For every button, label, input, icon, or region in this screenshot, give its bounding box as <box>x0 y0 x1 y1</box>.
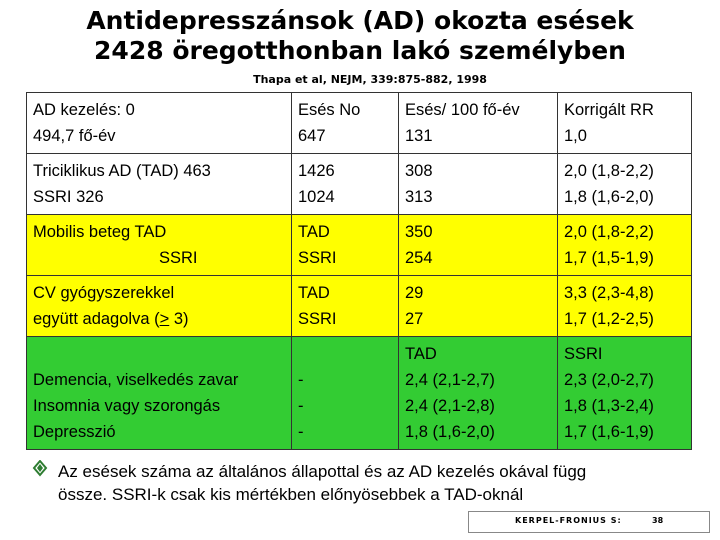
cell-text: SSRI <box>298 249 337 267</box>
cell-text: Mobilis beteg TAD <box>33 223 167 241</box>
cell-text: SSRI <box>159 249 198 267</box>
cell-text: AD kezelés: 0 <box>33 101 135 119</box>
cell-text: 254 <box>405 249 433 267</box>
table-row-mobile-patient <box>27 215 692 276</box>
table-cell <box>27 276 292 337</box>
cell-text-part: együtt adagolva ( <box>33 310 160 328</box>
cell-text: 1,7 (1,5-1,9) <box>564 249 654 267</box>
slide-title <box>0 6 720 66</box>
cell-text <box>33 306 285 332</box>
bullet-line-2: össze. SSRI-k csak kis mértékben előnyösebbek a TAD-oknál <box>58 485 524 504</box>
table-row-tricyclic <box>27 154 692 215</box>
cell-text: SSRI <box>298 310 337 328</box>
cell-text: Insomnia vagy szorongás <box>33 397 221 415</box>
cell-text-part: 3) <box>169 310 189 328</box>
cell-text: 647 <box>298 127 326 145</box>
cell-text: 1,7 (1,2-2,5) <box>564 310 654 328</box>
citation: Thapa et al, NEJM, 339:875-882, 1998 <box>253 73 487 86</box>
cell-text: 131 <box>405 127 433 145</box>
title-line-2: 2428 öregotthonban lakó személyben <box>94 36 626 65</box>
cell-text: 2,0 (1,8-2,2) <box>564 162 654 180</box>
table-cell <box>27 154 292 215</box>
cell-falls-per-100 <box>399 93 558 154</box>
footer-author: KERPEL-FRONIUS S: <box>515 516 622 525</box>
table-cell <box>292 276 399 337</box>
cell-text: SSRI 326 <box>33 188 104 206</box>
cell-text: 1,0 <box>564 127 587 145</box>
bullet-line-1: Az esések száma az általános állapottal és az AD kezelés okával függ <box>58 462 587 481</box>
cell-text: Korrigált RR <box>564 101 654 119</box>
cell-text: Esés No <box>298 101 361 119</box>
table-cell <box>558 337 692 450</box>
table-cell <box>558 215 692 276</box>
table-cell <box>399 276 558 337</box>
cell-text: CV gyógyszerekkel <box>33 284 175 302</box>
table-cell <box>558 154 692 215</box>
table-cell <box>558 276 692 337</box>
cell-text: 2,4 (2,1-2,7) <box>405 371 495 389</box>
cell-text: - <box>298 423 304 441</box>
cell-text: 313 <box>405 188 433 206</box>
slide-footer <box>468 511 710 533</box>
table-cell <box>292 215 399 276</box>
table-cell <box>399 154 558 215</box>
cell-text: Demencia, viselkedés zavar <box>33 371 239 389</box>
cell-text: - <box>298 371 304 389</box>
checkmark-diamond-icon <box>32 460 48 485</box>
table-cell <box>27 215 292 276</box>
cell-text: 1,8 (1,6-2,0) <box>564 188 654 206</box>
cell-text: Depresszió <box>33 423 116 441</box>
cell-text: 494,7 fő-év <box>33 127 116 145</box>
table-cell <box>292 337 399 450</box>
cell-text: Triciklikus AD (TAD) 463 <box>33 162 211 180</box>
cell-text: 3,3 (2,3-4,8) <box>564 284 654 302</box>
cell-text <box>33 341 285 367</box>
cell-text: 2,3 (2,0-2,7) <box>564 371 654 389</box>
cell-text: 2,0 (1,8-2,2) <box>564 223 654 241</box>
cell-text: 27 <box>405 310 424 328</box>
table-cell <box>399 215 558 276</box>
conclusion-bullet <box>32 460 702 506</box>
table-row-cv-drugs <box>27 276 692 337</box>
cell-text: TAD <box>298 284 330 302</box>
cell-fall-count <box>292 93 399 154</box>
table-cell <box>399 337 558 450</box>
cell-text: 308 <box>405 162 433 180</box>
cell-text: 1426 <box>298 162 335 180</box>
cell-ad-treatment <box>27 93 292 154</box>
cell-text: 1,8 (1,3-2,4) <box>564 397 654 415</box>
cell-text: Esés/ 100 fő-év <box>405 101 520 119</box>
cell-text: SSRI <box>564 345 603 363</box>
table-row-conditions <box>27 337 692 450</box>
title-line-1: Antidepresszánsok (AD) okozta esések <box>86 6 634 35</box>
table-cell <box>292 154 399 215</box>
cell-text: 1024 <box>298 188 335 206</box>
cell-text: 2,4 (2,1-2,8) <box>405 397 495 415</box>
cell-text: 1,7 (1,6-1,9) <box>564 423 654 441</box>
results-table <box>26 92 692 450</box>
cell-adjusted-rr <box>558 93 692 154</box>
cell-text: TAD <box>298 223 330 241</box>
cell-text: 350 <box>405 223 433 241</box>
table-cell <box>27 337 292 450</box>
cell-text: 29 <box>405 284 424 302</box>
cell-text: - <box>298 397 304 415</box>
cell-text <box>298 341 392 367</box>
cell-text: 1,8 (1,6-2,0) <box>405 423 495 441</box>
cell-text: TAD <box>405 345 437 363</box>
table-row-header <box>27 93 692 154</box>
greater-equal-sign: > <box>159 310 170 328</box>
page-number: 38 <box>652 516 664 525</box>
